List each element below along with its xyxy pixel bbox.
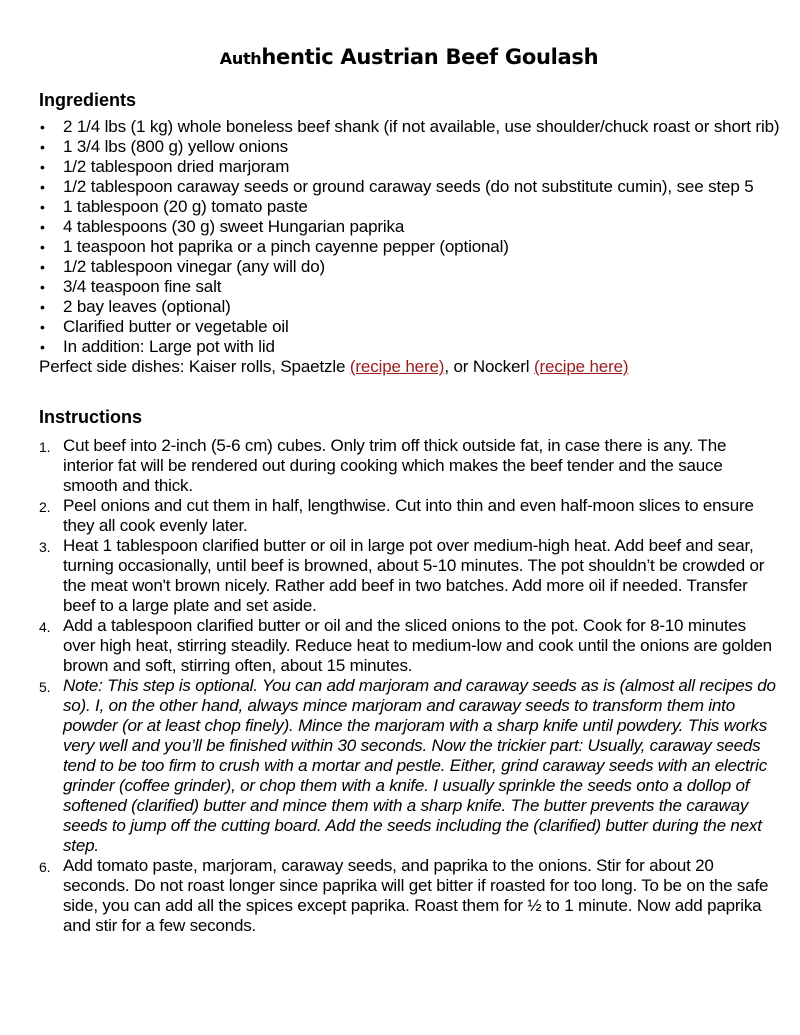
instruction-step-optional-note <box>39 676 781 856</box>
bullet-icon: • <box>40 299 45 315</box>
ingredient-text: 2 bay leaves (optional) <box>63 297 231 316</box>
bullet-icon: • <box>40 259 45 275</box>
ingredient-item <box>39 117 800 137</box>
bullet-icon: • <box>40 179 45 195</box>
ingredient-item <box>39 317 800 337</box>
bullet-icon: • <box>40 219 45 235</box>
ingredient-item <box>39 217 800 237</box>
ingredients-heading: Ingredients <box>39 90 137 110</box>
bullet-icon: • <box>40 319 45 335</box>
bullet-icon: • <box>40 199 45 215</box>
ingredient-item <box>39 137 800 157</box>
ingredients-list <box>39 117 800 357</box>
step-text: Peel onions and cut them in half, lengthwise. Cut into thin and even half-moon slices to ensure they all cook evenly later. <box>63 496 754 535</box>
ingredient-text: 4 tablespoons (30 g) sweet Hungarian paprika <box>63 217 405 236</box>
step-number: 4. <box>39 619 51 635</box>
title-rest: hentic Austrian Beef Goulash <box>261 45 599 69</box>
ingredient-item <box>39 157 800 177</box>
step-number: 3. <box>39 539 51 555</box>
ingredient-item <box>39 177 800 197</box>
instruction-step <box>39 496 781 536</box>
step-text: Heat 1 tablespoon clarified butter or oil in large pot over medium-high heat. Add beef and sear, turning occasionally, until beef is browned, about 5-10 minutes. The pot shouldn’t be crowded or the meat won't brown nicely. Rather add beef in two batches. Add more oil if needed. Transfer beef to a large plate and set aside. <box>63 536 765 615</box>
bullet-icon: • <box>40 139 45 155</box>
title-prefix: Auth <box>219 49 262 68</box>
ingredient-text: 2 1/4 lbs (1 kg) whole boneless beef shank (if not available, use shoulder/chuck roast or short rib) <box>63 117 780 136</box>
step-text: Add tomato paste, marjoram, caraway seeds, and paprika to the onions. Stir for about 20 seconds. Do not roast longer since paprika will get bitter if roasted for too long. To be on the safe side, you can add all the spices except paprika. Roast them for ½ to 1 minute. Now add paprika and stir for a few seconds. <box>63 856 769 935</box>
bullet-icon: • <box>40 339 45 355</box>
ingredient-text: In addition: Large pot with lid <box>63 337 275 356</box>
ingredient-item <box>39 237 800 257</box>
bullet-icon: • <box>40 279 45 295</box>
side-dishes-text: , or Nockerl <box>444 357 535 376</box>
side-dishes-text: Perfect side dishes: Kaiser rolls, Spaetzle <box>39 357 350 376</box>
instruction-step <box>39 536 781 616</box>
step-number: 6. <box>39 859 51 875</box>
instruction-step <box>39 856 781 936</box>
instruction-step <box>39 616 781 676</box>
ingredient-item <box>39 297 800 317</box>
spaetzle-recipe-link[interactable]: (recipe here) <box>349 357 445 376</box>
step-text: Add a tablespoon clarified butter or oil and the sliced onions to the pot. Cook for 8-10 minutes over high heat, stirring steadily. Reduce heat to medium-low and cook until the onions are golden brown and soft, stirring often, about 15 minutes. <box>63 616 772 675</box>
ingredient-text: 1 teaspoon hot paprika or a pinch cayenne pepper (optional) <box>63 237 509 256</box>
bullet-icon: • <box>40 239 45 255</box>
instructions-heading: Instructions <box>39 407 143 427</box>
instructions-list <box>39 436 800 936</box>
nockerl-recipe-link[interactable]: (recipe here) <box>534 357 629 376</box>
side-dishes-line <box>39 357 800 377</box>
step-text: Note: This step is optional. You can add marjoram and caraway seeds as is (almost all recipes do so). I, on the other hand, always mince marjoram and caraway seeds to transform them into powder (or at least chop finely). Mince the marjoram with a sharp knife until powdery. This works very well and you’ll be finished within 30 seconds. Now the trickier part: Usually, caraway seeds tend to be too firm to crush with a mortar and pestle. Either, grind caraway seeds with an electric grinder (coffee grinder), or chop them with a knife. I usually sprinkle the seeds onto a dollop of softened (clarified) butter and mince them with a sharp knife. The butter prevents the caraway seeds to jump off the cutting board. Add the seeds including the (clarified) butter during the next step. <box>63 676 776 855</box>
ingredient-text: 3/4 teaspoon fine salt <box>63 277 222 296</box>
ingredient-text: 1 tablespoon (20 g) tomato paste <box>63 197 308 216</box>
step-text: Cut beef into 2-inch (5-6 cm) cubes. Only trim off thick outside fat, in case there is any. The interior fat will be rendered out during cooking which makes the beef tender and the sauce smooth and thick. <box>63 436 727 495</box>
step-number: 2. <box>39 499 51 515</box>
ingredient-text: 1 3/4 lbs (800 g) yellow onions <box>63 137 288 156</box>
ingredient-text: 1/2 tablespoon vinegar (any will do) <box>63 257 326 276</box>
step-number: 1. <box>39 439 51 455</box>
ingredient-item <box>39 337 800 357</box>
step-number: 5. <box>39 679 51 695</box>
ingredient-item <box>39 257 800 277</box>
ingredient-text: 1/2 tablespoon dried marjoram <box>63 157 290 176</box>
bullet-icon: • <box>40 119 45 135</box>
ingredient-item <box>39 197 800 217</box>
instruction-step <box>39 436 781 496</box>
ingredient-text: 1/2 tablespoon caraway seeds or ground caraway seeds (do not substitute cumin), see step 5 <box>63 177 754 196</box>
ingredient-item <box>39 277 800 297</box>
bullet-icon: • <box>40 159 45 175</box>
page-title <box>39 0 779 72</box>
ingredient-text: Clarified butter or vegetable oil <box>63 317 289 336</box>
